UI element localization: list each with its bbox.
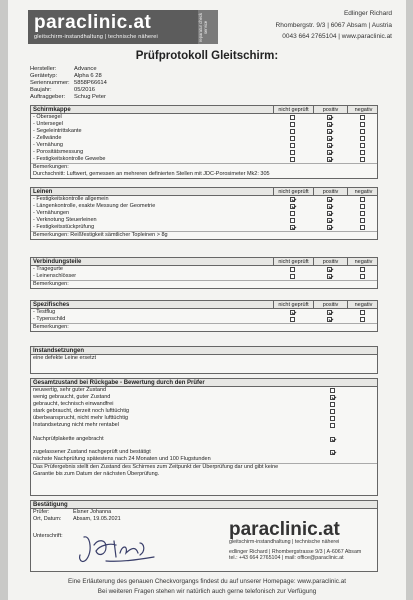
disclaimer-line-2: Garantie bis zum Datum der nächsten Überprüfung. <box>33 471 160 477</box>
check-row: - Längenkontrolle, exakte Messung der Geometrie <box>31 203 377 210</box>
checkbox-checked[interactable] <box>327 143 332 148</box>
checkbox-checked[interactable] <box>327 115 332 120</box>
inspector-row: Prüfer: Elsner Johanna <box>33 509 112 515</box>
section-connectors: Verbindungsteile nicht geprüft positiv negativ - Tragegurte - Leinenschlösser Bemerkungen: <box>30 257 378 289</box>
checkbox[interactable] <box>290 157 295 162</box>
page-title: Prüfprotokoll Gleitschirm: <box>135 50 279 62</box>
section-connectors-title: Verbindungsteile <box>33 259 82 265</box>
checkbox-checked[interactable] <box>327 310 332 315</box>
check-row: - Verknotung Steuerleinen <box>31 217 377 224</box>
info-row-serial: Seriennummer: 5858P66614 <box>30 80 107 86</box>
checkbox[interactable] <box>290 211 295 216</box>
checkbox[interactable] <box>360 310 365 315</box>
check-row: - Segeleintrittskante <box>31 128 377 135</box>
check-row: - Porositätsmessung <box>31 149 377 156</box>
checkbox[interactable] <box>330 402 335 407</box>
check-row: - Vernähungen <box>31 210 377 217</box>
section-lines-title: Leinen <box>33 189 53 195</box>
logo-subtitle: gleitschirm-instandhaltung | technische näherei <box>34 34 158 40</box>
checkbox-checked[interactable] <box>330 437 335 442</box>
checkbox[interactable] <box>360 197 365 202</box>
rating-row: gebraucht, technisch einwandfrei <box>31 401 377 408</box>
paraclinic-logo <box>28 10 198 44</box>
next-check-row: nächste Nachprüfung spätestens nach 24 Monaten und 100 Flugstunden <box>33 456 211 462</box>
canopy-notes: Durchschnitt: Luftwert, gemessen an mehreren definierten Stellen mit JDC-Porosimeter Mk2: 305 <box>33 171 270 177</box>
disclaimer-line-1: Das Prüfergebnis stellt den Zustand des Schirmes zum Zeitpunkt der Überprüfung dar und gibt keine <box>31 463 377 471</box>
info-row-manufacturer: Hersteller: Advance <box>30 66 97 72</box>
info-row-year: Baujahr: 05/2016 <box>30 87 95 93</box>
section-repairs-title: Instandsetzungen <box>31 347 377 355</box>
repairs-text: eine defekte Leine ersetzt <box>33 355 96 361</box>
signature-label: Unterschrift: <box>33 533 63 539</box>
checkbox-checked[interactable] <box>330 395 335 400</box>
checkbox[interactable] <box>360 115 365 120</box>
check-row: - Tragegurte <box>31 266 377 273</box>
checkbox-checked[interactable] <box>327 317 332 322</box>
checkbox[interactable] <box>330 416 335 421</box>
logo-side-label: reparatur check service <box>198 10 218 44</box>
checkbox[interactable] <box>360 129 365 134</box>
approved-row: zugelassener Zustand nachgeprüft und bestätigt <box>31 449 377 456</box>
rating-row: wenig gebraucht, guter Zustand <box>31 394 377 401</box>
footer-line-2: Bei weiteren Fragen stehen wir natürlich auch gerne telefonisch zur Verfügung <box>97 588 317 595</box>
checkbox[interactable] <box>290 122 295 127</box>
checkbox[interactable] <box>290 115 295 120</box>
col-negative: negativ <box>347 106 379 114</box>
checkbox-checked[interactable] <box>327 122 332 127</box>
checkbox[interactable] <box>360 267 365 272</box>
col-not-checked: nicht geprüft <box>273 106 313 114</box>
checkbox[interactable] <box>290 129 295 134</box>
checkbox-checked[interactable] <box>327 197 332 202</box>
checkbox-checked[interactable] <box>327 225 332 230</box>
protocol-sheet <box>8 0 406 600</box>
checkbox-checked[interactable] <box>290 225 295 230</box>
check-row: - Zellwände <box>31 135 377 142</box>
checkbox-checked[interactable] <box>327 136 332 141</box>
check-row: - Festigkeitskontrolle allgemein <box>31 196 377 203</box>
contact-phone-web: 0043 664 2765104 | www.paraclinic.at <box>282 33 392 40</box>
check-row: - Typenschild <box>31 316 377 323</box>
section-overall-title: Gesamtzustand bei Rückgabe - Bewertung durch den Prüfer <box>31 379 377 387</box>
connectors-notes: Bemerkungen: <box>31 280 377 288</box>
checkbox-checked[interactable] <box>327 150 332 155</box>
rating-row: neuwertig, sehr guter Zustand <box>31 387 377 394</box>
check-row: - Obersegel <box>31 114 377 121</box>
logo-text: paraclinic.at <box>34 12 152 33</box>
col-positive: positiv <box>313 106 347 114</box>
check-row: - Testflug <box>31 309 377 316</box>
checkbox-checked[interactable] <box>327 211 332 216</box>
check-row: - Festigkeitsstückprüfung <box>31 224 377 231</box>
checkbox-checked[interactable] <box>327 204 332 209</box>
checkbox[interactable] <box>290 136 295 141</box>
contact-owner: Edlinger Richard <box>343 10 392 17</box>
checkbox[interactable] <box>290 267 295 272</box>
contact-address: Rhombergstr. 9/3 | 6067 Absam | Austria <box>275 22 392 29</box>
checkbox[interactable] <box>360 204 365 209</box>
place-date-row: Ort, Datum: Absam, 19.05.2021 <box>33 516 121 522</box>
confirmation-brand-details: gleitschirm-instandhaltung | technische näherei edlinger Richard | Rhombergstrasse 9/3 | A-6067 Absam tel.: +43 664 2765104 | mail: office@paraclinic.at <box>229 539 362 561</box>
checkbox[interactable] <box>360 317 365 322</box>
checkbox-checked[interactable] <box>327 218 332 223</box>
checkbox[interactable] <box>360 225 365 230</box>
checkbox-checked[interactable] <box>330 450 335 455</box>
checkbox[interactable] <box>290 274 295 279</box>
section-specific-title: Spezifisches <box>33 302 70 308</box>
section-overall <box>30 378 378 496</box>
section-confirmation <box>30 500 378 572</box>
checkbox[interactable] <box>360 274 365 279</box>
info-row-type: Gerätetyp: Alpha 6 28 <box>30 73 102 79</box>
section-canopy-title: Schirmkappe <box>33 107 71 113</box>
device-info <box>30 66 107 101</box>
checkbox[interactable] <box>330 409 335 414</box>
check-row: - Untersegel <box>31 121 377 128</box>
specific-notes: Bemerkungen: <box>31 323 377 331</box>
checkbox[interactable] <box>290 317 295 322</box>
footer-line-1: Eine Erläuterung des genauen Checkvorgangs findest du auf unserer Homepage: www.paraclinic.at <box>68 578 346 585</box>
checkbox-checked[interactable] <box>327 129 332 134</box>
lines-notes: Bemerkungen: Reißfestigkeit sämtlicher Topleinen > 8g <box>31 231 377 239</box>
checkbox-checked[interactable] <box>290 204 295 209</box>
checkbox[interactable] <box>330 388 335 393</box>
checkbox-checked[interactable] <box>290 310 295 315</box>
plakette-row: Nachprüfplakette angebracht <box>31 436 377 443</box>
checkbox-checked[interactable] <box>327 274 332 279</box>
confirmation-brand: paraclinic.at <box>229 519 340 540</box>
checkbox[interactable] <box>360 150 365 155</box>
signature-image <box>76 531 166 567</box>
checkbox-checked[interactable] <box>327 157 332 162</box>
checkbox[interactable] <box>330 423 335 428</box>
rating-row: überbeansprucht, nicht mehr lufttüchtig <box>31 415 377 422</box>
check-row: - Vernähung <box>31 142 377 149</box>
rating-row: stark gebraucht, derzeit noch lufttüchtig <box>31 408 377 415</box>
canopy-notes-label: Bemerkungen: <box>31 163 377 171</box>
checkbox[interactable] <box>360 143 365 148</box>
section-lines: Leinen nicht geprüft positiv negativ - Festigkeitskontrolle allgemein - Längenkontrolle, exakte Messung der Geometrie - Vernähungen - Verknotung Steuerleinen - Festigkeitsstückprüfung Bemerkungen: Reißfestigkeit sämtlicher Topleinen > 8g <box>30 187 378 240</box>
section-specific: Spezifisches nicht geprüft positiv negativ - Testflug - Typenschild Bemerkungen: <box>30 300 378 332</box>
checkbox[interactable] <box>360 211 365 216</box>
rating-row: Instandsetzung nicht mehr rentabel <box>31 422 377 429</box>
check-row: - Festigkeitskontrolle Gewebe <box>31 156 377 163</box>
checkbox-checked[interactable] <box>290 197 295 202</box>
checkbox[interactable] <box>360 136 365 141</box>
section-repairs <box>30 346 378 374</box>
checkbox[interactable] <box>360 122 365 127</box>
checkbox[interactable] <box>360 218 365 223</box>
checkbox[interactable] <box>290 218 295 223</box>
checkbox[interactable] <box>290 150 295 155</box>
check-row: - Leinenschlösser <box>31 273 377 280</box>
section-canopy <box>30 105 378 179</box>
checkbox-checked[interactable] <box>327 267 332 272</box>
info-row-client: Auftraggeber: Schug Peter <box>30 94 106 100</box>
confirmation-title: Bestätigung <box>31 501 377 509</box>
checkbox[interactable] <box>360 157 365 162</box>
checkbox[interactable] <box>290 143 295 148</box>
